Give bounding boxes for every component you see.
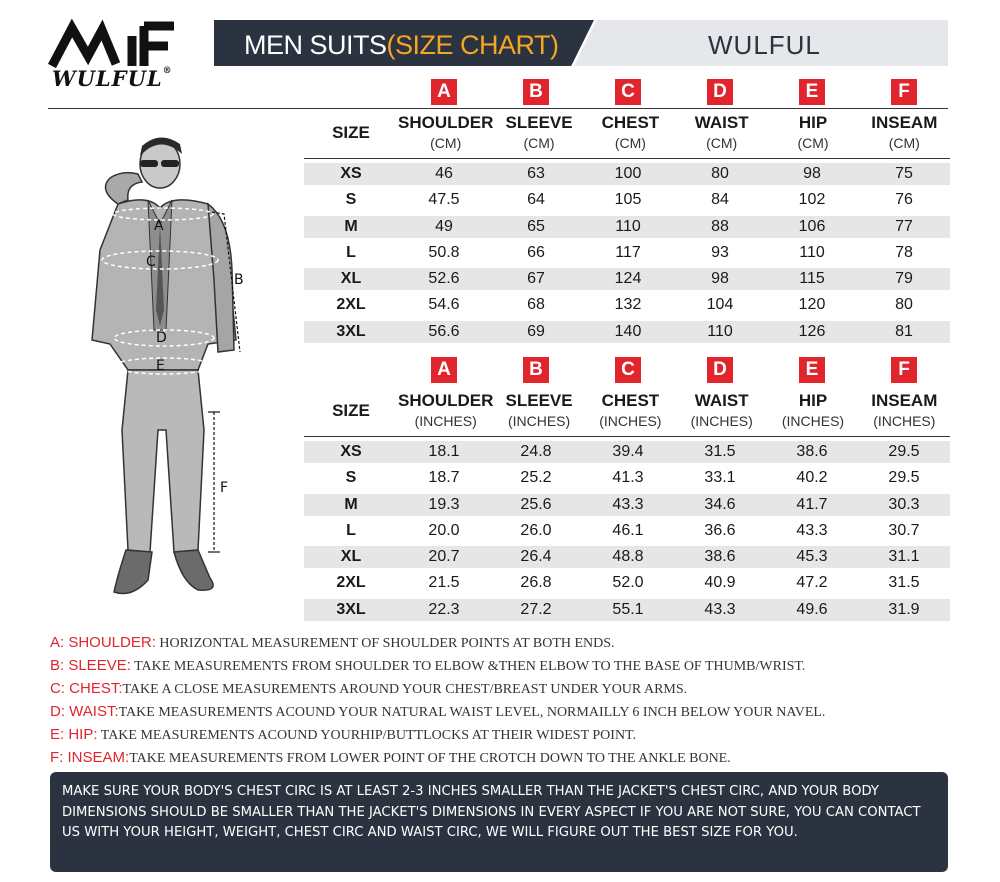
table-row <box>304 599 950 621</box>
measurement-cell: 132 <box>614 296 642 314</box>
column-header: INSEAM (CM) <box>871 113 938 151</box>
measurement-cell: 43.3 <box>796 521 828 539</box>
measurement-cell: 115 <box>799 270 825 288</box>
measurement-cell: 102 <box>798 191 826 209</box>
measurement-cell: 43.3 <box>704 600 736 618</box>
measurement-cell: 63 <box>527 165 545 182</box>
size-cell: XL <box>340 270 362 288</box>
measurement-cell: 27.2 <box>520 600 552 618</box>
measurement-cell: 75 <box>895 165 913 182</box>
table-row <box>304 321 950 343</box>
measurement-cell: 69 <box>527 322 545 340</box>
size-cell: M <box>344 495 358 513</box>
letter-badge: E <box>799 357 825 383</box>
measurement-cell: 31.9 <box>888 600 920 618</box>
measurement-cell: 22.3 <box>428 600 460 618</box>
table-header-row <box>304 108 950 158</box>
size-cell: 3XL <box>336 322 366 340</box>
size-cell: 2XL <box>336 574 366 592</box>
measurement-cell: 30.7 <box>888 521 920 539</box>
size-cell: XS <box>340 165 362 182</box>
measurement-cell: 34.6 <box>704 495 736 513</box>
figure-label-c: C <box>146 254 156 270</box>
table-letter-row <box>304 76 950 108</box>
note-waist: D: WAIST:TAKE MEASUREMENTS ACOUND YOUR NATURAL WAIST LEVEL, NORMAILLY 6 INCH BELOW YOUR NAVEL. <box>50 703 826 720</box>
measurement-cell: 104 <box>706 296 734 314</box>
measurement-cell: 25.6 <box>520 495 552 513</box>
measurement-cell: 67 <box>527 270 545 288</box>
measurement-cell: 100 <box>614 165 642 182</box>
measurement-cell: 24.8 <box>520 443 552 460</box>
table-row <box>304 163 950 185</box>
column-header: INSEAM (INCHES) <box>871 391 938 429</box>
measurement-cell: 64 <box>527 191 545 209</box>
column-header: SHOULDER (CM) <box>398 113 494 151</box>
measurement-cell: 98 <box>803 165 821 182</box>
measurement-cell: 68 <box>527 296 545 314</box>
figure-label-b: B <box>234 272 244 288</box>
size-cell: M <box>344 217 358 235</box>
measurement-cell: 21.5 <box>428 574 460 592</box>
measurement-cell: 26.0 <box>520 521 552 539</box>
measurement-cell: 76 <box>895 191 913 209</box>
measurement-cell: 77 <box>895 217 913 235</box>
measurement-cell: 105 <box>614 191 642 209</box>
suit-figure-illustration <box>48 130 298 610</box>
table-row <box>304 494 950 516</box>
note-shoulder: A: SHOULDER: HORIZONTAL MEASUREMENT OF SHOULDER POINTS AT BOTH ENDS. <box>50 634 615 651</box>
measurement-cell: 117 <box>615 243 641 261</box>
column-header: SLEEVE (CM) <box>505 113 573 151</box>
measurement-cell: 47.5 <box>428 191 460 209</box>
measurement-cell: 20.0 <box>428 521 460 539</box>
measurement-cell: 48.8 <box>612 548 644 566</box>
measurement-cell: 55.1 <box>612 600 644 618</box>
measurement-notes <box>50 630 990 768</box>
measurement-cell: 43.3 <box>612 495 644 513</box>
size-table-cm <box>304 76 950 347</box>
measurement-cell: 93 <box>711 243 729 261</box>
measurement-cell: 98 <box>711 270 729 288</box>
size-cell: XL <box>340 548 362 566</box>
measurement-cell: 54.6 <box>428 296 460 314</box>
table-row <box>304 189 950 211</box>
table-row <box>304 572 950 594</box>
note-hip: E: HIP: TAKE MEASUREMENTS ACOUND YOURHIP/BUTTLOCKS AT THEIR WIDEST POINT. <box>50 726 637 743</box>
size-cell: 2XL <box>336 296 366 314</box>
measurement-cell: 31.5 <box>888 574 920 592</box>
column-header: CHEST (CM) <box>601 113 660 151</box>
letter-badge: D <box>707 79 733 105</box>
measurement-cell: 106 <box>798 217 826 235</box>
letter-badge: F <box>891 357 917 383</box>
figure-label-e: E <box>156 358 165 374</box>
table-row <box>304 441 950 463</box>
measurement-cell: 65 <box>527 217 545 235</box>
table-row <box>304 520 950 542</box>
size-cell: 3XL <box>336 600 366 618</box>
letter-badge: D <box>707 357 733 383</box>
measurement-cell: 56.6 <box>428 322 460 340</box>
measurement-cell: 36.6 <box>704 521 736 539</box>
measurement-cell: 80 <box>711 165 729 182</box>
measurement-cell: 29.5 <box>888 443 920 460</box>
measurement-cell: 41.7 <box>796 495 828 513</box>
column-header: HIP (CM) <box>797 113 829 151</box>
measurement-cell: 29.5 <box>888 469 920 487</box>
column-header: CHEST (INCHES) <box>599 391 662 429</box>
logo-wordmark: WULFUL® <box>52 66 173 91</box>
measurement-cell: 49 <box>435 217 453 235</box>
measurement-cell: 126 <box>798 322 826 340</box>
measurement-cell: 110 <box>799 243 825 261</box>
measurement-cell: 20.7 <box>428 548 460 566</box>
measurement-cell: 25.2 <box>520 469 552 487</box>
measurement-cell: 38.6 <box>704 548 736 566</box>
measurement-cell: 26.4 <box>520 548 552 566</box>
letter-badge: F <box>891 79 917 105</box>
figure-label-d: D <box>156 330 167 346</box>
measurement-cell: 110 <box>707 322 733 340</box>
table-letter-row <box>304 354 950 386</box>
measurement-cell: 41.3 <box>612 469 644 487</box>
measurement-cell: 33.1 <box>704 469 736 487</box>
measurement-cell: 46 <box>435 165 453 182</box>
table-row <box>304 216 950 238</box>
measurement-cell: 31.1 <box>888 548 920 566</box>
measurement-cell: 40.2 <box>796 469 828 487</box>
note-sleeve: B: SLEEVE: TAKE MEASUREMENTS FROM SHOULDER TO ELBOW &THEN ELBOW TO THE BASE OF THUMB/WRIST. <box>50 657 806 674</box>
measurement-cell: 88 <box>711 217 729 235</box>
measurement-cell: 84 <box>711 191 729 209</box>
table-row <box>304 268 950 290</box>
table-body-cm <box>304 163 950 343</box>
column-header: HIP (INCHES) <box>781 391 845 429</box>
figure-label-f: F <box>220 480 229 496</box>
table-row <box>304 294 950 316</box>
measurement-cell: 50.8 <box>428 243 460 261</box>
column-header: WAIST (CM) <box>694 113 749 151</box>
measurement-cell: 52.6 <box>428 270 460 288</box>
note-chest: C: CHEST:TAKE A CLOSE MEASUREMENTS AROUND YOUR CHEST/BREAST UNDER YOUR ARMS. <box>50 680 688 697</box>
table-body-inches <box>304 441 950 621</box>
measurement-cell: 18.1 <box>428 443 460 460</box>
measurement-cell: 31.5 <box>704 443 736 460</box>
measurement-cell: 120 <box>798 296 826 314</box>
measurement-cell: 40.9 <box>704 574 736 592</box>
table-row <box>304 467 950 489</box>
column-header: SLEEVE (INCHES) <box>505 391 573 429</box>
size-cell: XS <box>340 443 362 460</box>
figure-label-a: A <box>154 218 164 234</box>
size-table-inches <box>304 354 950 625</box>
measurement-cell: 124 <box>614 270 642 288</box>
column-header: SHOULDER (INCHES) <box>398 391 494 429</box>
table-rule <box>304 158 950 159</box>
measurement-cell: 81 <box>895 322 913 340</box>
letter-badge: A <box>431 357 457 383</box>
table-header-row <box>304 386 950 436</box>
table-rule <box>304 436 950 437</box>
measurement-cell: 49.6 <box>796 600 828 618</box>
measurement-cell: 52.0 <box>612 574 644 592</box>
fit-advice-text: MAKE SURE YOUR BODY'S CHEST CIRC IS AT LEAST 2-3 INCHES SMALLER THAN THE JACKET'S CHEST CIRC, AND YOUR BODY DIMENSIONS SHOULD BE SMALLER THAN THE JACKET'S DIMENSIONS IN EVERY ASPECT IF YOU ARE NOT SURE, YOU CAN CONTACT US WITH YOUR HEIGHT, WEIGHT, CHEST CIRC AND WAIST CIRC, WE WILL FIGURE OUT THE BEST SIZE FOR YOU. <box>62 784 921 840</box>
size-header: SIZE <box>332 401 370 420</box>
measurement-cell: 140 <box>614 322 642 340</box>
letter-badge: A <box>431 79 457 105</box>
letter-badge: C <box>615 79 641 105</box>
size-cell: L <box>346 521 356 539</box>
measurement-cell: 30.3 <box>888 495 920 513</box>
page-title-paren: (SIZE CHART) <box>386 30 559 60</box>
size-header: SIZE <box>332 123 370 142</box>
size-cell: S <box>345 469 357 487</box>
column-header: WAIST (INCHES) <box>690 391 753 429</box>
size-cell: S <box>345 191 357 209</box>
measurement-cell: 45.3 <box>796 548 828 566</box>
table-row <box>304 546 950 568</box>
measurement-cell: 110 <box>615 217 641 235</box>
measurement-cell: 66 <box>527 243 545 261</box>
measurement-cell: 26.8 <box>520 574 552 592</box>
size-cell: L <box>346 243 356 261</box>
note-inseam: F: INSEAM:TAKE MEASUREMENTS FROM LOWER POINT OF THE CROTCH DOWN TO THE ANKLE BONE. <box>50 749 731 766</box>
letter-badge: B <box>523 79 549 105</box>
letter-badge: E <box>799 79 825 105</box>
measurement-cell: 18.7 <box>428 469 460 487</box>
measurement-cell: 80 <box>895 296 913 314</box>
measurement-cell: 38.6 <box>796 443 828 460</box>
letter-badge: B <box>523 357 549 383</box>
measurement-cell: 19.3 <box>428 495 460 513</box>
brand-name: WULFUL <box>708 30 821 60</box>
letter-badge: C <box>615 357 641 383</box>
page-title: MEN SUITS(SIZE CHART) <box>244 30 559 60</box>
measurement-cell: 47.2 <box>796 574 828 592</box>
measurement-cell: 46.1 <box>612 521 644 539</box>
measurement-cell: 79 <box>895 270 913 288</box>
measurement-cell: 78 <box>895 243 913 261</box>
fit-advice-box <box>50 772 948 872</box>
measurement-cell: 39.4 <box>612 443 644 460</box>
table-row <box>304 242 950 264</box>
